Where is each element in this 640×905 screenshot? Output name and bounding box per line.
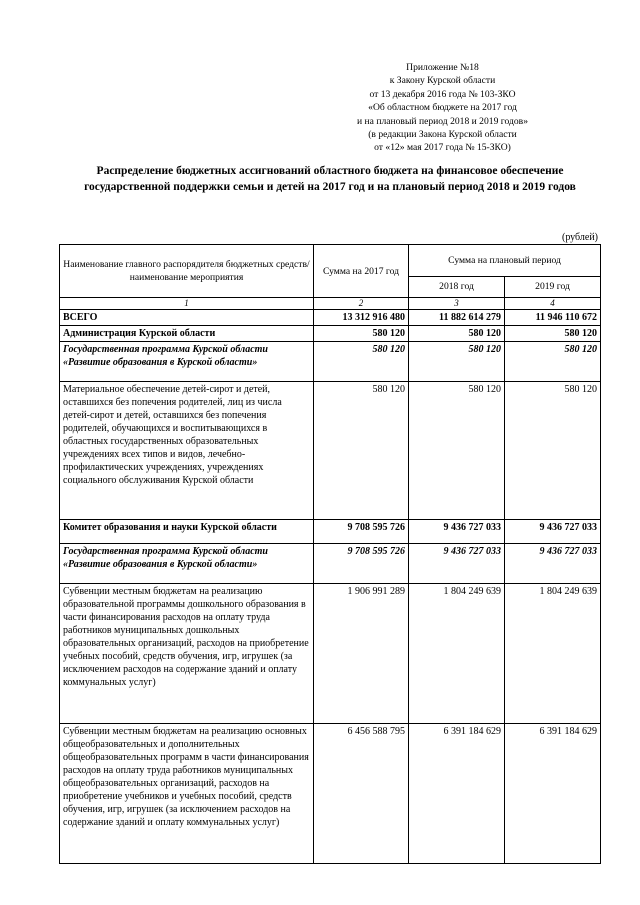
- value-2017: 580 120: [314, 382, 409, 520]
- header-line: «Об областном бюджете на 2017 год: [368, 102, 517, 114]
- header-sum-2017: Сумма на 2017 год: [314, 245, 409, 298]
- row-name: Комитет образования и науки Курской области: [60, 520, 314, 544]
- value-2019: 11 946 110 672: [505, 310, 601, 326]
- row-name: Субвенции местным бюджетам на реализацию образовательной программы дошкольного образования в части финансирования расходов на оплату труда работников муниципальных дошкольных образовательных организаций, расходов на приобретение учебных пособий, средств обучения, игр, игрушек (за исключением расходов на содержание зданий и оплату коммунальных услуг): [60, 584, 314, 724]
- header-plan-period: Сумма на плановый период: [409, 245, 601, 277]
- value-2018: 580 120: [409, 326, 505, 342]
- value-2018: 9 436 727 033: [409, 520, 505, 544]
- table-header-row: [60, 245, 601, 277]
- header-line: Приложение №18: [406, 62, 479, 73]
- table-row-measure: [60, 724, 601, 864]
- row-name: Государственная программа Курской области «Развитие образования в Курской области»: [60, 544, 314, 584]
- value-2018: 580 120: [409, 342, 505, 382]
- value-2018: 9 436 727 033: [409, 544, 505, 584]
- value-2019: 1 804 249 639: [505, 584, 601, 724]
- value-2018: 580 120: [409, 382, 505, 520]
- table-row-measure: [60, 584, 601, 724]
- col-index: 4: [505, 298, 601, 310]
- value-2017: 9 708 595 726: [314, 520, 409, 544]
- table-row-total: [60, 310, 601, 326]
- value-2019: 6 391 184 629: [505, 724, 601, 864]
- value-2017: 6 456 588 795: [314, 724, 409, 864]
- value-2017: 1 906 991 289: [314, 584, 409, 724]
- header-name: Наименование главного распорядителя бюджетных средств/наименование мероприятия: [60, 245, 314, 298]
- col-index: 3: [409, 298, 505, 310]
- value-2018: 11 882 614 279: [409, 310, 505, 326]
- appendix-header: [355, 61, 530, 155]
- unit-label: (рублей): [561, 232, 598, 243]
- value-2018: 6 391 184 629: [409, 724, 505, 864]
- value-2019: 9 436 727 033: [505, 520, 601, 544]
- value-2019: 580 120: [505, 342, 601, 382]
- row-name: Субвенции местным бюджетам на реализацию основных общеобразовательных и дополнительных общеобразовательных программ в части финансирования расходов на оплату труда работников муниципальных общеобразовательных организаций, расходов на приобретение учебников и учебных пособий, средств обучения, игр, игрушек (за исключением расходов на содержание зданий и оплату коммунальных услуг): [60, 724, 314, 864]
- header-line: от «12» мая 2017 года № 15-ЗКО): [374, 142, 511, 154]
- value-2017: 580 120: [314, 326, 409, 342]
- header-line: к Закону Курской области: [389, 75, 496, 87]
- row-name: Материальное обеспечение детей-сирот и детей, оставшихся без попечения родителей, лиц из числа детей-сирот и детей, оставшихся без попечения родителей, обучающихся и воспитывающихся в областных государственных образовательных учреждениях всех типов и видов, лечебно-профилактических учреждениях, учреждениях социального обслуживания Курской области: [60, 382, 314, 520]
- value-2018: 1 804 249 639: [409, 584, 505, 724]
- row-name: ВСЕГО: [60, 310, 314, 326]
- header-line: и на плановый период 2018 и 2019 годов»: [357, 115, 528, 127]
- header-2019: 2019 год: [505, 276, 601, 297]
- header-line: (в редакции Закона Курской области: [368, 129, 517, 141]
- table-row-program: [60, 544, 601, 584]
- value-2019: 580 120: [505, 382, 601, 520]
- col-index: 2: [314, 298, 409, 310]
- table-row-program: [60, 342, 601, 382]
- budget-table: [59, 244, 601, 864]
- value-2017: 9 708 595 726: [314, 544, 409, 584]
- header-line: от 13 декабря 2016 года № 103-ЗКО: [369, 88, 516, 100]
- table-row-administrator: [60, 326, 601, 342]
- value-2017: 580 120: [314, 342, 409, 382]
- col-index: 1: [60, 298, 314, 310]
- value-2017: 13 312 916 480: [314, 310, 409, 326]
- title-line-2: государственной поддержки семьи и детей на 2017 год и на плановый период 2018 и 2019 годов: [84, 181, 576, 193]
- row-name: Администрация Курской области: [60, 326, 314, 342]
- table-row-measure: [60, 382, 601, 520]
- row-name: Государственная программа Курской области «Развитие образования в Курской области»: [60, 342, 314, 382]
- header-2018: 2018 год: [409, 276, 505, 297]
- title-line-1: Распределение бюджетных ассигнований областного бюджета на финансовое обеспечение: [96, 165, 564, 177]
- document-title: [60, 163, 600, 195]
- table-row-administrator: [60, 520, 601, 544]
- value-2019: 9 436 727 033: [505, 544, 601, 584]
- value-2019: 580 120: [505, 326, 601, 342]
- column-index-row: [60, 298, 601, 310]
